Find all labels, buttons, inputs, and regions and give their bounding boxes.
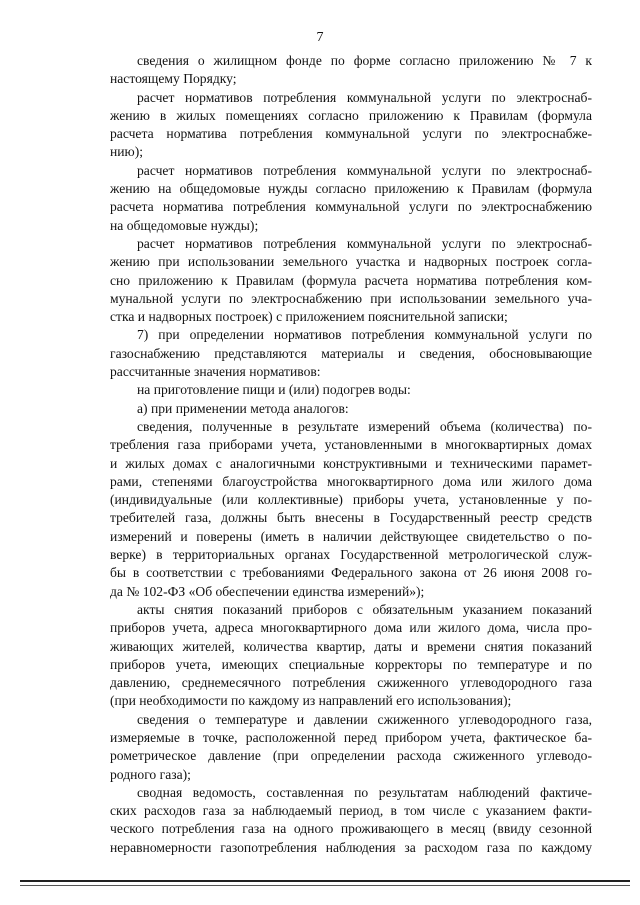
text-line: ских расходов газа за наблюдаемый период, в том числе с указанием факти- [110,803,592,819]
text-line: сводная ведомость, составленная по результатам наблюдений фактиче- [137,784,592,800]
text-line: верке) в территориальных органах Государственной метрологической служ- [110,547,592,563]
text-line: давлению, среднемесячного потребления сжиженного углеводородного газа [110,675,592,691]
text-line: на приготовление пищи и (или) подогрев воды: [137,382,411,398]
text-line: настоящему Порядку; [110,71,237,87]
text-line: рассчитанные значения нормативов: [110,364,321,380]
text-line: расчета норматива потребления коммунальной услуги по электроснабжению [110,199,592,215]
text-line: жению при использовании земельного участка и надворных построек согла- [110,254,592,270]
text-line: сведения о температуре и давлении сжиженного углеводородного газа, [137,711,592,727]
text-line: на общедомовые нужды); [110,217,259,233]
page-number: 7 [316,30,324,45]
text-line: сно приложению к Правилам (формула расчета норматива потребления ком- [110,272,592,288]
text-line: мунальной услуги по электроснабжению при использовании земельного уча- [110,290,592,306]
bottom-rule-secondary [20,885,630,886]
text-line: приборов учета, адреса многоквартирного дома или жилого дома, числа про- [110,620,592,636]
text-line: измеряемые в точке, расположенной перед прибором учета, фактическое ба- [110,729,592,745]
text-line: живающих жителей, количества квартир, даты и времени снятия показаний [110,638,592,654]
text-line: приборов учета, имеющих специальные корректоры по температуре и по [110,656,592,672]
text-line: расчета норматива потребления коммунальной услуги по электроснабже- [110,126,592,142]
text-line: рами, степенями благоустройства многоквартирного дома или жилого дома [110,473,592,489]
text-line: расчет нормативов потребления коммунальной услуги по электроснаб- [137,162,592,178]
text-line: 7) при определении нормативов потребления коммунальной услуги по [137,327,592,343]
bottom-rule [20,880,630,882]
text-line: расчет нормативов потребления коммунальной услуги по электроснаб- [137,89,592,105]
text-line: родного газа); [110,766,191,782]
text-line: неравномерности газопотребления наблюдения за расходом газа по каждому [110,839,592,855]
text-line: и жилых домах с аналогичными конструктивными и техническими парамет- [110,455,592,471]
text-line: требления газа приборами учета, установленными в многоквартирных домах [110,437,592,453]
text-line: акты снятия показаний приборов с обязательным указанием показаний [137,601,592,617]
text-line: (индивидуальные (или коллективные) приборы учета, установленные у по- [110,492,592,508]
text-line: измерений и поверены (иметь в наличии действующее свидетельство о по- [110,528,592,544]
body-text [110,52,592,857]
text-line: расчет нормативов потребления коммунальной услуги по электроснаб- [137,235,592,251]
text-line: жению в жилых помещениях согласно приложению к Правилам (формула [110,107,592,123]
text-line: жению на общедомовые нужды согласно приложению к Правилам (формула [110,181,592,197]
text-line: требителей газа, должны быть внесены в Государственный реестр средств [110,510,592,526]
text-line: ческого потребления газа на одного проживающего в месяц (ввиду сезонной [110,821,592,837]
text-line: а) при применении метода аналогов: [137,400,349,416]
text-line: сведения о жилищном фонде по форме согласно приложению № 7 к [137,53,592,68]
text-line: (при необходимости по каждому из направлений его использования); [110,693,512,709]
text-line: рометрическое давление (при определении расхода сжиженного углеводо- [110,748,592,764]
text-line: бы в соответствии с требованиями Федерального закона от 26 июня 2008 го- [110,565,592,581]
text-line: нию); [110,144,144,160]
text-line: стка и надворных построек) с приложением пояснительной записки; [110,309,508,325]
text-line: сведения, полученные в результате измерений объема (количества) по- [137,418,592,434]
text-line: газоснабжению представляются материалы и сведения, обосновывающие [110,345,592,361]
text-line: да № 102-ФЗ «Об обеспечении единства измерений»); [110,583,425,599]
